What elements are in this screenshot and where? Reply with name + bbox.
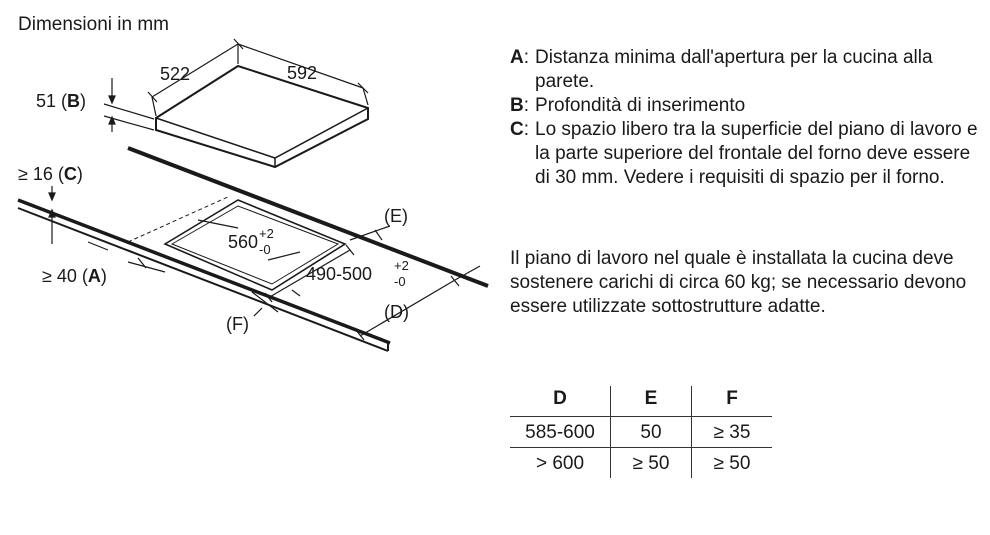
table-cell: 50 — [611, 417, 692, 448]
legend-key: B — [510, 95, 524, 116]
table-header-row — [510, 386, 772, 417]
table-row — [510, 448, 772, 479]
cutout-width-tol-plus: +2 — [259, 226, 274, 241]
legend-text: Distanza minima dall'apertura per la cucina alla parete. — [535, 47, 933, 92]
table-cell: > 600 — [510, 448, 611, 479]
distance-e-marker — [350, 226, 390, 240]
cutout-depth-tol-minus: -0 — [394, 274, 406, 289]
legend-key: C — [510, 119, 524, 140]
gap-c-label: ≥ 16 (C) — [18, 164, 83, 184]
insertion-depth-label: 51 (B) — [36, 91, 87, 111]
distance-d-marker — [356, 266, 480, 340]
hob-width-label: 522 — [160, 64, 191, 84]
legend-key: A — [510, 47, 524, 68]
legend-item-c: C : Lo spazio libero tra la superficie del piano di lavoro e la parte superiore del frontale del forno deve essere di 30 mm. Vedere i requisiti di spazio per il forno. — [510, 118, 980, 190]
depth-b-markers — [104, 78, 154, 132]
cutout-depth-label: 490-500 — [306, 264, 373, 284]
distance-a-label: ≥ 40 (A) — [42, 266, 107, 286]
legend-text: Lo spazio libero tra la superficie del piano di lavoro e la parte superiore del frontale del forno deve essere di 30 mm. Vedere i requisiti di spazio per il forno. — [535, 119, 978, 188]
gap-c-markers — [49, 186, 55, 244]
table-cell: ≥ 50 — [713, 453, 751, 474]
legend — [510, 46, 980, 190]
diagram-title: Dimensioni in mm — [18, 14, 169, 35]
distance-d-label: (D) — [384, 302, 409, 322]
table-cell: ≥ 35 — [692, 417, 773, 448]
cutout-depth-tol-plus: +2 — [394, 258, 409, 273]
cutout-width-tol-minus: -0 — [259, 242, 271, 257]
table-cell: 585-600 — [510, 417, 611, 448]
legend-item-a: A : Distanza minima dall'apertura per la cucina alla parete. — [510, 46, 980, 94]
cutout-width-label: 560 — [228, 232, 259, 252]
legend-text: Profondità di inserimento — [535, 95, 746, 116]
worktop-load-note: Il piano di lavoro nel quale è installata la cucina deve sostenere carichi di circa 60 kg; se necessario devono essere utilizzate sottostrutture adatte. — [510, 248, 967, 317]
table-header-d: D — [510, 386, 611, 417]
table-cell: ≥ 50 — [611, 448, 692, 479]
table-row — [510, 417, 772, 448]
legend-item-b: B : Profondità di inserimento — [510, 94, 980, 118]
table-header-e: E — [611, 386, 692, 417]
hob-depth-label: 592 — [287, 63, 318, 83]
table-header-f: F — [692, 386, 773, 417]
dimension-table — [510, 386, 772, 478]
distance-f-label: (F) — [226, 314, 249, 334]
distance-e-label: (E) — [384, 206, 408, 226]
cutout-dimension-lines — [198, 220, 354, 302]
